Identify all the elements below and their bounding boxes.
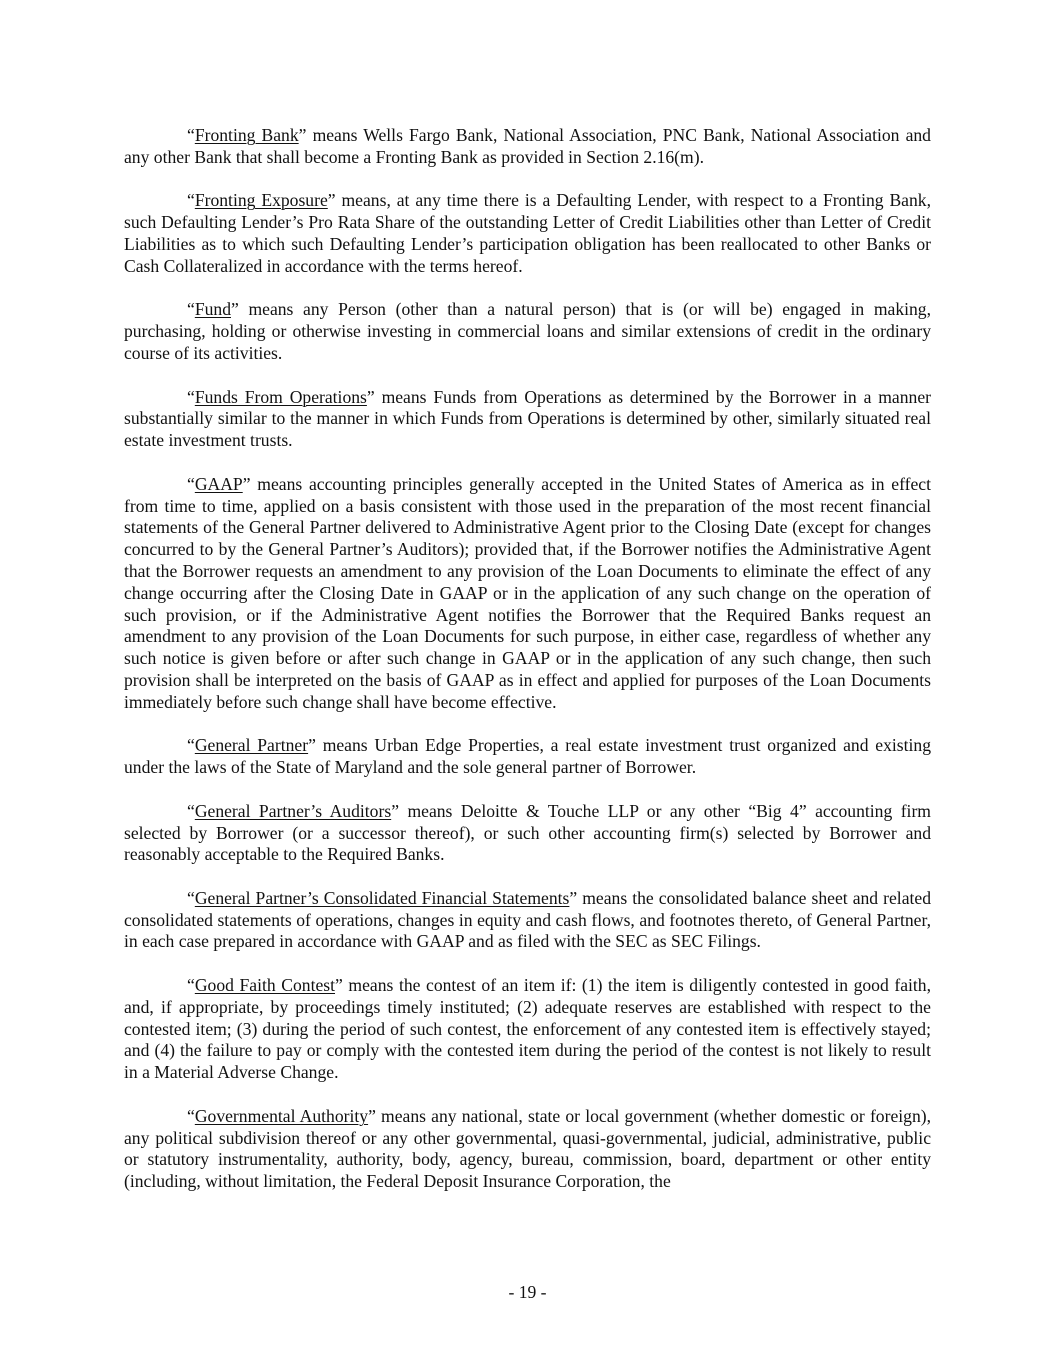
quote-open: “ xyxy=(187,299,195,320)
defined-term: General Partner xyxy=(194,735,309,756)
quote-open: “ xyxy=(187,975,195,996)
quote-close: ” xyxy=(298,125,307,145)
definition-general-partner xyxy=(124,735,931,779)
defined-term: Good Faith Contest xyxy=(194,975,336,996)
defined-term: General Partner’s Consolidated Financial Statements xyxy=(194,887,570,908)
quote-close: ” xyxy=(308,735,316,756)
quote-open: “ xyxy=(187,386,195,407)
quote-open: “ xyxy=(187,473,195,494)
quote-close: ” xyxy=(368,1105,376,1126)
definition-text: means Urban Edge Properties, a real estate investment trust organized and existing under the laws of the State of Maryland and the sole general partner of Borrower. xyxy=(124,735,931,778)
defined-term: Funds From Operations xyxy=(194,386,367,407)
quote-close: ” xyxy=(231,299,239,320)
quote-close: ” xyxy=(366,386,375,407)
definition-governmental-authority xyxy=(124,1106,931,1193)
definition-text: means Deloitte & Touche LLP or any other “Big 4” accounting firm selected by Borrower (or a successor thereof), or such other accounting firm(s) selected by Borrower and reasonably acceptable to the Required Banks. xyxy=(124,800,931,865)
document-body xyxy=(124,125,931,1215)
quote-close: ” xyxy=(335,975,343,996)
definition-fronting-bank xyxy=(124,125,931,169)
quote-open: “ xyxy=(187,800,195,821)
quote-open: “ xyxy=(187,887,195,908)
quote-close: ” xyxy=(391,800,399,821)
definition-text: means any national, state or local government (whether domestic or foreign), any political subdivision thereof or any other governmental, quasi-governmental, judicial, administrative, public or statutory instrumentality, authority, body, agency, bureau, commission, board, department or other entity (including, without limitation, the Federal Deposit Insurance Corporation, the xyxy=(124,1105,932,1192)
quote-close: ” xyxy=(242,473,251,494)
quote-open: “ xyxy=(187,1105,195,1126)
page-number: - 19 - xyxy=(508,1282,547,1302)
definition-general-partners-auditors xyxy=(124,801,931,866)
definition-fund xyxy=(124,299,931,364)
definition-gaap xyxy=(124,474,931,714)
definition-good-faith-contest xyxy=(124,975,931,1084)
definition-fronting-exposure xyxy=(124,190,931,277)
definition-general-partners-consolidated-financial-statements xyxy=(124,888,931,953)
definition-text: means accounting principles generally accepted in the United States of America as in effect from time to time, applied on a basis consistent with those used in the preparation of the most recent financial statements of the General Partner delivered to Administrative Agent prior to the Closing Date (except for changes concurred to by the General Partner’s Auditors); provided that, if the Borrower notifies the Administrative Agent that the Borrower requests an amendment to any provision of the Loan Documents to eliminate the effect of any change occurring after the Closing Date in GAAP or in the application of any such change on the operation of such provision, or if the Administrative Agent notifies the Borrower that the Required Banks request an amendment to any provision of the Loan Documents for such purpose, in either case, regardless of whether any such notice is given before or after such change in GAAP or in the application of any such change, then such provision shall be interpreted on the basis of GAAP as in effect and applied for purposes of the Loan Documents immediately before such change shall have become effective. xyxy=(124,473,931,712)
quote-open: “ xyxy=(187,125,195,145)
defined-term: General Partner’s Auditors xyxy=(194,800,392,821)
quote-open: “ xyxy=(187,190,195,211)
quote-close: ” xyxy=(569,887,578,908)
definition-text: means the consolidated balance sheet and related consolidated statements of operations, changes in equity and cash flows, and footnotes thereto, of General Partner, in each case prepared in accordance with GAAP and as filed with the SEC as SEC Filings. xyxy=(124,887,931,952)
defined-term: GAAP xyxy=(194,473,243,494)
definition-funds-from-operations xyxy=(124,387,931,452)
defined-term: Governmental Authority xyxy=(194,1105,369,1126)
definition-text: means any Person (other than a natural person) that is (or will be) engaged in making, purchasing, holding or otherwise investing in commercial loans and similar extensions of credit in the ordinary course of its activities. xyxy=(124,299,931,363)
defined-term: Fund xyxy=(194,299,231,320)
defined-term: Fronting Exposure xyxy=(194,190,328,211)
definition-text: means Wells Fargo Bank, National Association, PNC Bank, National Association and any other Bank that shall become a Fronting Bank as provided in Section 2.16(m). xyxy=(124,125,931,167)
quote-close: ” xyxy=(327,190,336,211)
quote-open: “ xyxy=(187,735,195,756)
definition-text: means, at any time there is a Defaulting Lender, with respect to a Fronting Bank, such Defaulting Lender’s Pro Rata Share of the outstanding Letter of Credit Liabilities other than Letter of Credit Liabilities as to which such Defaulting Lender’s participation obligation has been reallocated to other Banks or Cash Collateralized in accordance with the terms hereof. xyxy=(124,190,931,276)
definition-text: means Funds from Operations as determined by the Borrower in a manner substantially similar to the manner in which Funds from Operations is determined by other, similarly situated real estate investment trusts. xyxy=(124,386,931,451)
defined-term: Fronting Bank xyxy=(194,125,299,145)
definition-text: means the contest of an item if: (1) the item is diligently contested in good faith, and, if appropriate, by proceedings timely instituted; (2) adequate reserves are established with respect to the contested item; (3) during the period of such contest, the enforcement of any contested item is effectively stayed; and (4) the failure to pay or comply with the contested item during the period of the contest is not likely to result in a Material Adverse Change. xyxy=(124,975,931,1083)
